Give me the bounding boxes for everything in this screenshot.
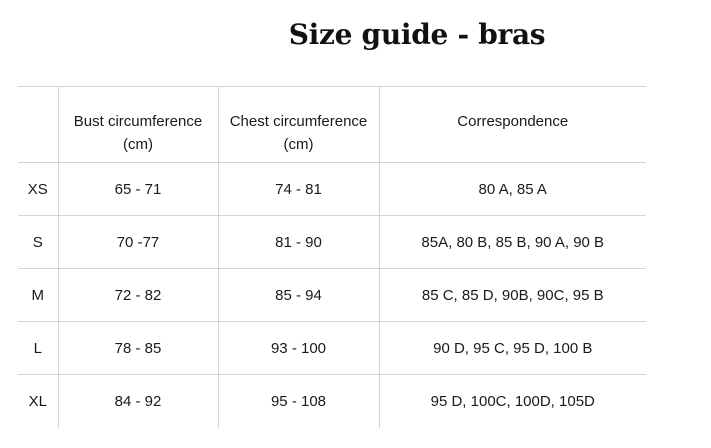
- correspondence-cell: 95 D, 100C, 100D, 105D: [379, 375, 646, 428]
- correspondence-cell: 80 A, 85 A: [379, 163, 646, 216]
- chest-cell: 85 - 94: [218, 269, 379, 322]
- table-row: [18, 269, 646, 322]
- size-cell: M: [18, 269, 58, 322]
- table-row: [18, 216, 646, 269]
- bust-cell: 78 - 85: [58, 322, 218, 375]
- page-title: Size guide - bras: [288, 18, 546, 51]
- size-cell: L: [18, 322, 58, 375]
- chest-cell: 81 - 90: [218, 216, 379, 269]
- header-chest: Chest circumference (cm): [218, 87, 379, 163]
- table-header-row: [18, 87, 646, 163]
- bust-cell: 65 - 71: [58, 163, 218, 216]
- header-bust: Bust circumference (cm): [58, 87, 218, 163]
- size-table: [18, 86, 646, 428]
- bust-cell: 70 -77: [58, 216, 218, 269]
- table-row: [18, 322, 646, 375]
- correspondence-cell: 90 D, 95 C, 95 D, 100 B: [379, 322, 646, 375]
- table-row: [18, 375, 646, 428]
- bust-cell: 84 - 92: [58, 375, 218, 428]
- size-cell: S: [18, 216, 58, 269]
- size-cell: XS: [18, 163, 58, 216]
- header-correspondence: Correspondence: [379, 87, 646, 163]
- chest-cell: 95 - 108: [218, 375, 379, 428]
- table-row: [18, 163, 646, 216]
- correspondence-cell: 85A, 80 B, 85 B, 90 A, 90 B: [379, 216, 646, 269]
- bust-cell: 72 - 82: [58, 269, 218, 322]
- header-size: [18, 87, 58, 163]
- correspondence-cell: 85 C, 85 D, 90B, 90C, 95 B: [379, 269, 646, 322]
- chest-cell: 74 - 81: [218, 163, 379, 216]
- size-cell: XL: [28, 392, 47, 410]
- chest-cell: 93 - 100: [218, 322, 379, 375]
